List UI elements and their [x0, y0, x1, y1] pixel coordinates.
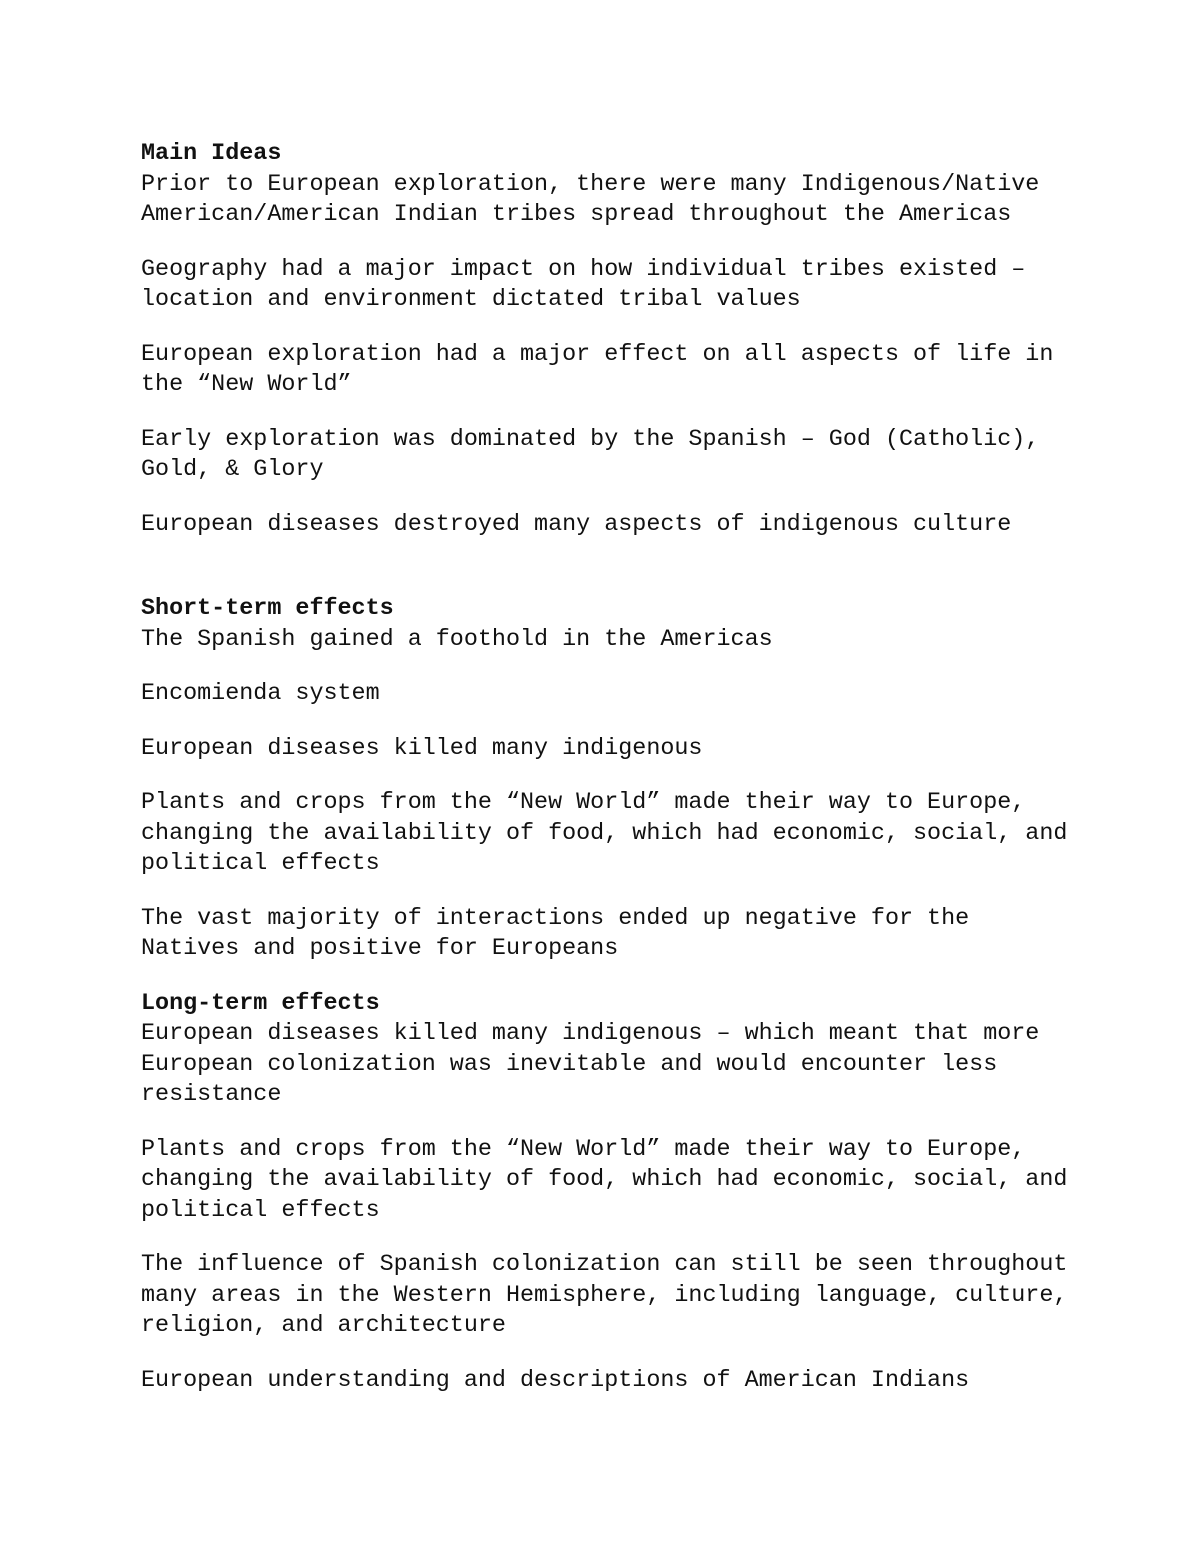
- paragraph: European understanding and descriptions of American Indians: [141, 1367, 970, 1394]
- paragraph: Geography had a major impact on how individual tribes existed – location and environment dictated tribal values: [141, 256, 1026, 313]
- section-short-term-effects: [141, 594, 1081, 965]
- paragraph: Early exploration was dominated by the Spanish – God (Catholic), Gold, & Glory: [141, 426, 1040, 483]
- section-heading: Short-term effects: [141, 596, 394, 622]
- paragraph: European exploration had a major effect on all aspects of life in the “New World”: [141, 341, 1054, 398]
- paragraph: European diseases killed many indigenous – which meant that more European colonization was inevitable and would encounter less resistance: [141, 1021, 1040, 1108]
- section-heading: Main Ideas: [141, 141, 282, 167]
- paragraph: The vast majority of interactions ended up negative for the Natives and positive for Europeans: [141, 905, 970, 962]
- paragraph: The influence of Spanish colonization can still be seen throughout many areas in the Western Hemisphere, including language, culture, religion, and architecture: [141, 1252, 1068, 1339]
- paragraph: Plants and crops from the “New World” made their way to Europe, changing the availability of food, which had economic, social, and political effects: [141, 1136, 1068, 1224]
- document-page: [141, 139, 1081, 1420]
- paragraph: European diseases destroyed many aspects of indigenous culture: [141, 511, 1012, 538]
- section-long-term-effects: [141, 989, 1081, 1397]
- paragraph: Plants and crops from the “New World” made their way to Europe, changing the availability of food, which had economic, social, and political effects: [141, 790, 1068, 877]
- paragraph: The Spanish gained a foothold in the Americas: [141, 626, 773, 653]
- paragraph: European diseases killed many indigenous: [141, 735, 703, 762]
- section-heading: Long-term effects: [141, 990, 380, 1017]
- paragraph: Encomienda system: [141, 681, 380, 707]
- section-main-ideas: [141, 139, 1081, 540]
- paragraph: Prior to European exploration, there were many Indigenous/Native American/American Indian tribes spread throughout the Americas: [141, 171, 1040, 228]
